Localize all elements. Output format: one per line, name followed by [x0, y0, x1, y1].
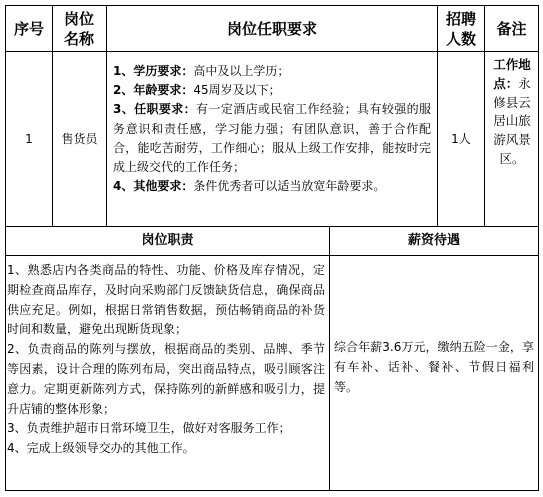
- row-notes: [489, 56, 535, 169]
- requirement-item: 3、任职要求：有一定酒店或民宿工作经验；具有较强的服务意识和责任感，学习能力强；有团队意识，善于合作配合，能吃苦耐劳，工作细心；服从上级工作安排，能按时完成上级交代的工作任务；: [113, 102, 431, 175]
- requirement-item: 1、学历要求：高中及以上学历；: [113, 64, 290, 78]
- border-bottom: [5, 490, 539, 491]
- header-notes: 备注: [496, 19, 527, 38]
- header-position: 岗位名称: [63, 9, 94, 48]
- salary-text: 综合年薪3.6万元，缴纳五险一金，享有车补、话补、餐补、节假日福利等。: [334, 340, 534, 394]
- col-divider-5: [329, 226, 330, 491]
- duties-list: [7, 261, 325, 459]
- duty-item: 2、负责商品的陈列与摆放，根据商品的类别、品牌、季节等因素，设计合理的陈列布局，突出商品特点，吸引顾客注意力。定期更新陈列方式，保持陈列的新鲜感和吸引力，提升店铺的整体形象；: [7, 342, 325, 416]
- row-headcount: 1人: [451, 132, 471, 146]
- row-position: 售货员: [61, 132, 98, 146]
- requirement-item: 2、年龄要求：45周岁及以下；: [113, 83, 281, 98]
- border-right: [538, 5, 539, 491]
- duty-item: 1、熟悉店内各类商品的特性、功能、价格及库存情况，定期检查商品库存，及时向采购部门反馈缺货信息，确保商品供应充足。例如，根据日常销售数据，预估畅销商品的补货时间和数量，避免出现断货现象；: [7, 263, 325, 337]
- header-headcount: 招聘人数: [445, 9, 476, 48]
- duty-item: 3、负责维护超市日常环境卫生，做好对客服务工作；: [7, 421, 291, 436]
- notes-label: 工作地点：: [493, 57, 531, 91]
- subheader-divider: [5, 255, 539, 256]
- duties-title: 岗位职责: [141, 233, 194, 248]
- requirements-list: [113, 62, 431, 196]
- notes-text: 永修县云居山旅游风景区。: [493, 75, 531, 166]
- header-seq: 序号: [14, 19, 45, 38]
- duty-item: 4、完成上级领导交办的其他工作。: [7, 441, 195, 456]
- salary-title: 薪资待遇: [407, 233, 460, 248]
- requirement-item: 4、其他要求：条件优秀者可以适当放宽年龄要求。: [113, 179, 386, 194]
- row-seq: 1: [25, 132, 33, 146]
- header-requirements: 岗位任职要求: [226, 19, 317, 38]
